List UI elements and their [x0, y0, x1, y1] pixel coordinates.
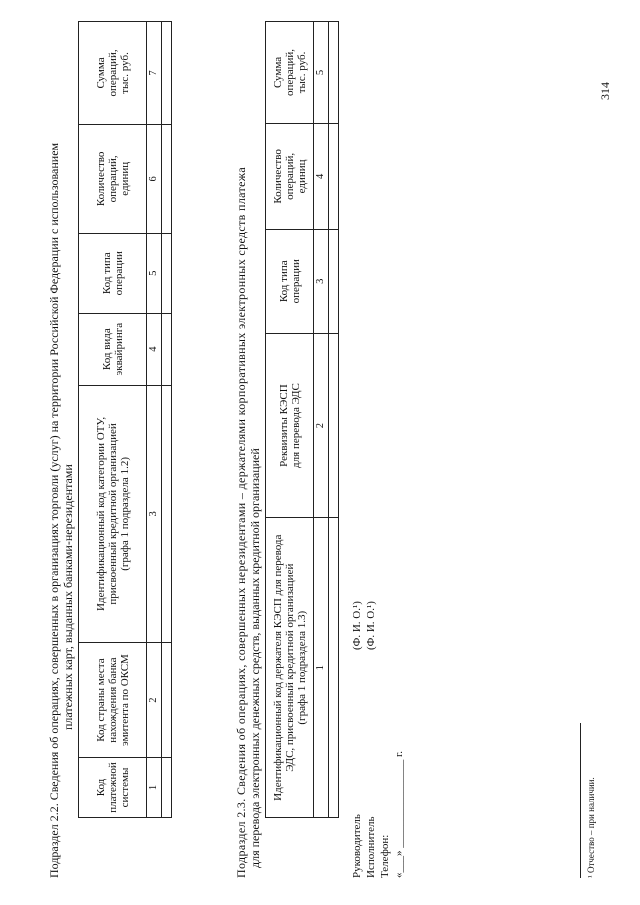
executor-label: Исполнитель — [365, 816, 377, 878]
table-cell — [329, 123, 339, 229]
empty-data-row — [329, 22, 339, 818]
date-line: «___» ________________ г. — [393, 750, 405, 878]
table-cell — [162, 124, 172, 233]
column-number: 3 — [314, 229, 329, 333]
column-number-row — [314, 22, 329, 818]
column-number: 6 — [147, 124, 162, 233]
signature-labels — [350, 678, 406, 878]
column-number: 2 — [314, 333, 329, 518]
section-2-3-table — [265, 21, 339, 818]
header-acquiring-type-code: Код вида эквайринга — [79, 313, 147, 385]
header-operations-count: Количество операций, единиц — [79, 124, 147, 233]
header-kesp-requisites: Реквизиты КЭСП для перевода ЭДС — [266, 333, 314, 518]
table-cell — [329, 518, 339, 818]
column-number: 5 — [147, 233, 162, 313]
header-operations-amount: Сумма операций, тыс. руб. — [79, 22, 147, 125]
table-cell — [329, 333, 339, 518]
header-operations-amount: Сумма операций, тыс. руб. — [266, 22, 314, 124]
table-cell — [162, 22, 172, 125]
column-number: 1 — [147, 758, 162, 818]
rotated-content — [40, 20, 620, 880]
column-number-row — [147, 22, 162, 818]
section-2-2-title — [48, 28, 75, 878]
page-number: 314 — [598, 82, 612, 100]
head-fio: (Ф. И. О.¹) — [351, 601, 363, 650]
head-label: Руководитель — [351, 814, 363, 878]
header-payment-system-code: Код платежной системы — [79, 758, 147, 818]
column-number: 3 — [147, 385, 162, 643]
footnote-separator — [580, 723, 581, 878]
header-issuer-country-code: Код страны места нахождения банка эмитента по ОКСМ — [79, 643, 147, 758]
phone-label: Телефон: — [379, 834, 391, 878]
table-cell — [329, 22, 339, 124]
executor-fio: (Ф. И. О.¹) — [365, 601, 377, 650]
column-number: 7 — [147, 22, 162, 125]
table-cell — [162, 385, 172, 643]
fio-labels — [350, 560, 378, 650]
column-number: 2 — [147, 643, 162, 758]
table-cell — [162, 758, 172, 818]
header-operation-type-code: Код типа операции — [79, 233, 147, 313]
section-2-3-title-line1: Подраздел 2.3. Сведения об операциях, совершенных нерезидентами – держателями корпоративных электронных средств платежа — [234, 166, 248, 878]
column-number: 1 — [314, 518, 329, 818]
column-number: 5 — [314, 22, 329, 124]
section-2-2-title-line1: Подраздел 2.2. Сведения об операциях, совершенных в организациях торговли (услуг) на территории Российской Федерации с использованием — [47, 142, 61, 878]
table-header-row — [79, 22, 147, 818]
table-cell — [162, 233, 172, 313]
section-2-3-title — [235, 28, 262, 878]
section-2-2-table — [78, 21, 172, 818]
table-cell — [162, 313, 172, 385]
section-2-2-title-line2: платежных карт, выданных банками-нерезидентами — [60, 464, 75, 730]
table-cell — [162, 643, 172, 758]
empty-data-row — [162, 22, 172, 818]
header-operations-count: Количество операций, единиц — [266, 123, 314, 229]
section-2-3-title-line2: для перевода электронных денежных средств, выданных кредитной организацией — [247, 448, 262, 868]
footnote: ¹ Отчество – при наличии. — [586, 777, 596, 878]
header-otu-category-code: Идентификационный код категории ОТУ, присвоенный кредитной организацией (графа 1 подраздела 1.2) — [79, 385, 147, 643]
header-operation-type-code: Код типа операции — [266, 229, 314, 333]
header-kesp-holder-code: Идентификационный код держателя КЭСП для перевода ЭДС, присвоенный кредитной организацией (графа 1 подраздела 1.3) — [266, 518, 314, 818]
column-number: 4 — [147, 313, 162, 385]
table-header-row — [266, 22, 314, 818]
column-number: 4 — [314, 123, 329, 229]
table-cell — [329, 229, 339, 333]
